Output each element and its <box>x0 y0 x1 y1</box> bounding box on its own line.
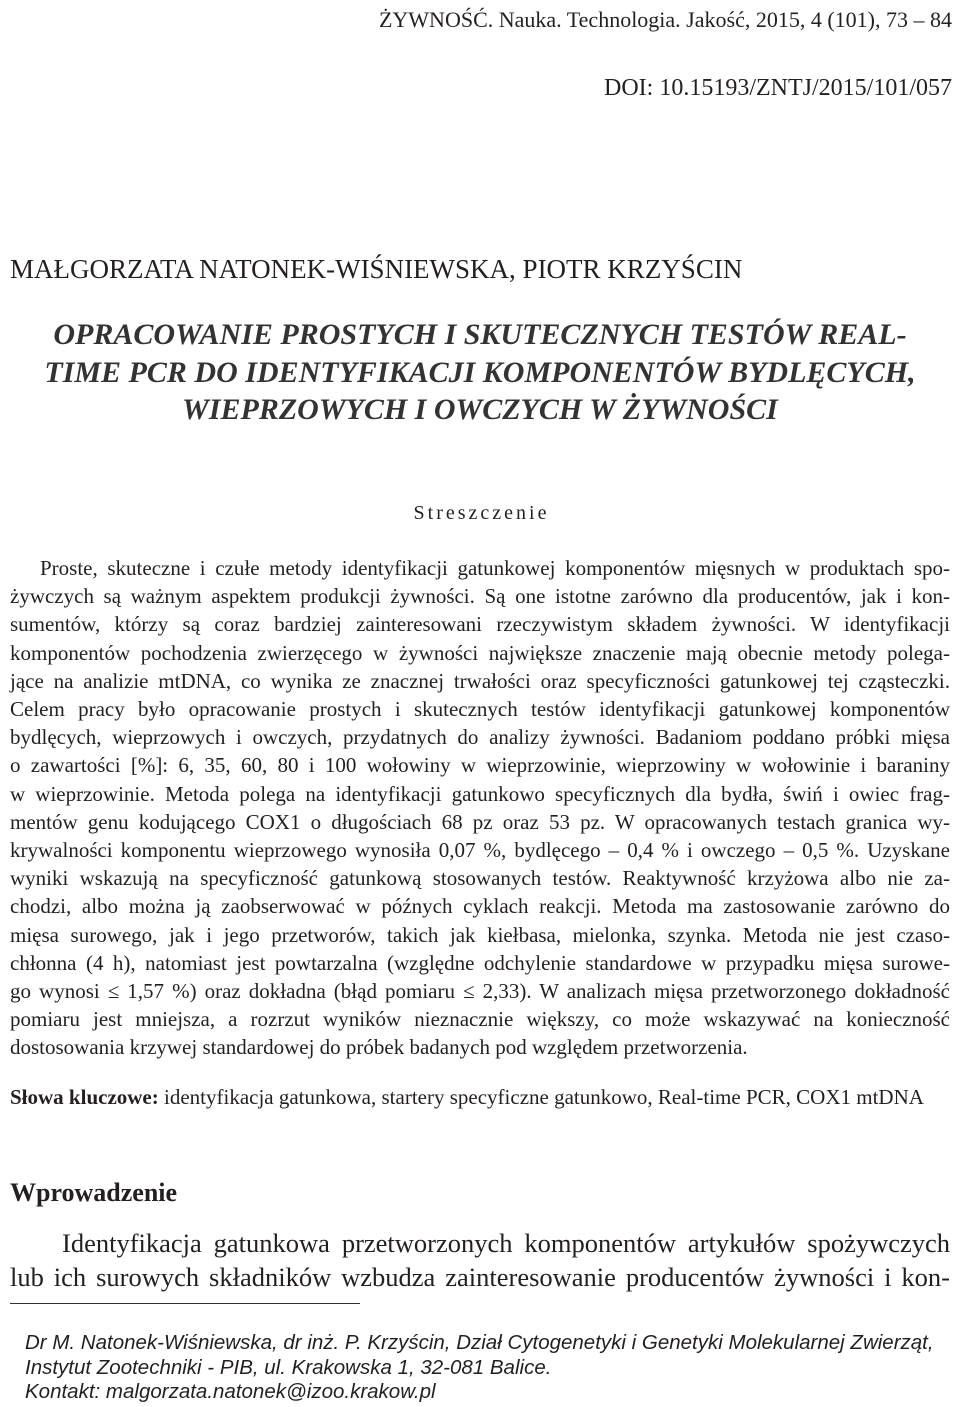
footnote <box>25 1331 950 1405</box>
doi-line: DOI: 10.15193/ZNTJ/2015/101/057 <box>604 75 952 101</box>
abstract-line: w wieprzowinie. Metoda polega na identyfikacji gatunkowo specyficznych dla bydła, świń i owiec frag- <box>10 781 950 806</box>
abstract-line: żywczych są ważnym aspektem produkcji żywności. Są one istotne zarówno dla producentów, jak i kon- <box>10 584 950 609</box>
abstract-body <box>10 554 950 1062</box>
abstract-line: mentów genu kodującego COX1 o długościach 68 pz oraz 53 pz. W opracowanych testach granica wy- <box>10 809 950 834</box>
abstract-line: dostosowania krzywej standardowej do próbek badanych pod względem przetworzenia. <box>10 1035 748 1060</box>
abstract-line: krywalności komponentu wieprzowego wynosiła 0,07 %, bydlęcego – 0,4 % i owczego – 0,5 %. Uzyskane <box>10 838 950 863</box>
abstract-line: jące na analizie mtDNA, co wynika ze znacznej trwałości oraz specyficzności gatunkowej tej cząsteczki. <box>10 668 950 693</box>
abstract-line: Celem pracy było opracowanie prostych i skutecznych testów identyfikacji gatunkowej komponentów <box>10 697 950 722</box>
intro-line: Identyfikacja gatunkowa przetworzonych komponentów artykułów spożywczych <box>62 1228 950 1258</box>
article-title <box>10 316 950 429</box>
footnote-line: Dr M. Natonek-Wiśniewska, dr inż. P. Krzyścin, Dział Cytogenetyki i Genetyki Molekularnej Zwierząt, <box>25 1331 934 1354</box>
footnote-rule <box>10 1303 360 1304</box>
footnote-line: Instytut Zootechniki - PIB, ul. Krakowska 1, 32-081 Balice. <box>25 1355 552 1379</box>
abstract-line: go wynosi ≤ 1,57 %) oraz dokładna (błąd pomiaru ≤ 2,33). W analizach mięsa przetworzonego dokładność <box>10 979 950 1004</box>
authors-line: MAŁGORZATA NATONEK-WIŚNIEWSKA, PIOTR KRZYŚCIN <box>10 254 743 284</box>
abstract-line: pomiaru jest mniejsza, a rozrzut wyników nieznacznie większy, co może wskazywać na konieczność <box>10 1007 950 1032</box>
keywords-line <box>10 1083 924 1111</box>
intro-line: lub ich surowych składników wzbudza zainteresowanie producentów żywności i kon- <box>10 1262 950 1292</box>
abstract-line: chłonna (4 h), natomiast jest powtarzalna (względne odchylenie standardowe w przypadku mięsa surowe- <box>10 950 950 975</box>
abstract-line: chodzi, albo można ją zaobserwować w późnych cyklach reakcji. Metoda ma zastosowanie zarówno do <box>10 894 950 919</box>
title-line: TIME PCR DO IDENTYFIKACJI KOMPONENTÓW BYDLĘCYCH, <box>44 355 916 389</box>
abstract-line: komponentów pochodzenia zwierzęcego w żywności największe znaczenie mają obecnie metody polega- <box>10 640 950 665</box>
keywords-label: Słowa kluczowe: <box>10 1085 159 1109</box>
abstract-line: o zawartości [%]: 6, 35, 60, 80 i 100 wołowiny w wieprzowinie, wieprzowiny w wołowinie i baraniny <box>10 753 950 778</box>
abstract-heading: S t r e s z c z e n i e <box>413 502 547 524</box>
title-line: OPRACOWANIE PROSTYCH I SKUTECZNYCH TESTÓW REAL- <box>53 318 907 351</box>
abstract-line: bydlęcych, wieprzowych i owczych, przydatnych do analizy żywności. Badaniom poddano próbki mięsa <box>10 725 950 750</box>
abstract-line: sumentów, którzy są coraz bardziej zainteresowani rzeczywistym składem żywności. W identyfikacji <box>10 612 950 637</box>
title-line: WIEPRZOWYCH I OWCZYCH W ŻYWNOŚCI <box>182 393 778 426</box>
abstract-line: Proste, skuteczne i czułe metody identyfikacji gatunkowej komponentów mięsnych w produktach spo- <box>40 556 950 580</box>
footnote-contact-line: Kontakt: malgorzata.natonek@izoo.krakow.pl <box>25 1380 436 1403</box>
journal-header: ŻYWNOŚĆ. Nauka. Technologia. Jakość, 2015, 4 (101), 73 – 84 <box>378 7 952 32</box>
abstract-line: wyniki wskazują na specyficzność gatunkową stosowanych testów. Reaktywność krzyżowa albo nie za- <box>10 866 950 891</box>
abstract-line: mięsa surowego, jak i jego przetworów, takich jak kiełbasa, mielonka, szynka. Metoda nie jest czaso- <box>10 922 950 947</box>
section-heading-introduction: Wprowadzenie <box>10 1178 178 1207</box>
intro-paragraph <box>10 1226 950 1294</box>
keywords-text: identyfikacja gatunkowa, startery specyficzne gatunkowo, Real-time PCR, COX1 mtDNA <box>164 1085 924 1109</box>
